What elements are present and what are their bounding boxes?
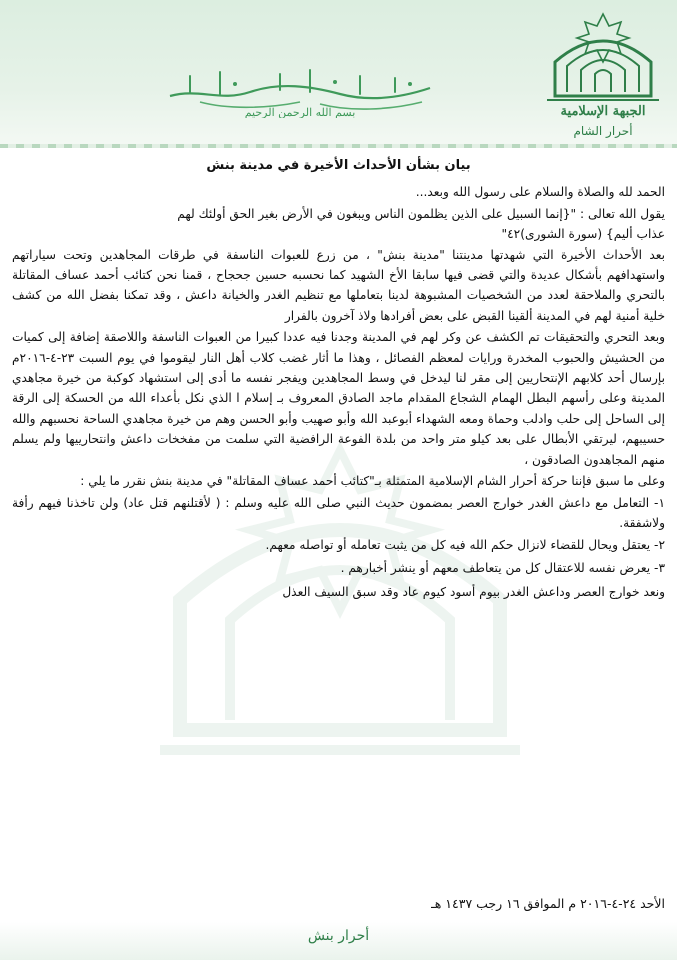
quran-verse: يقول الله تعالى : "{إنما السبيل على الذين يظلمون الناس ويبغون في الأرض بغير الحق أولئك لهم <box>177 206 665 221</box>
organization-logo <box>537 8 669 140</box>
paragraph-events: بعد الأحداث الأخيرة التي شهدتها مدينتنا "مدينة بنش" ، من زرع للعبوات الناسفة في طرقات المجاهدين وتحت سياراتهم واستهدافهم بأشكال عديدة والتي قضى فيها سابقا الأخ الشهيد كما نحسبه حسين جحجاح ، قمنا نحن كتائب أحمد عساف المقاتلة بالتحري والملاحقة لعدد من الشخصيات المشبوهة لدينا بتعاملها مع تنظيم الغدر والخيانة داعش ، وقد تمكنا بفضل الله من كشف خلية أمنية لهم في المدينة ألقينا القبض على بعض أفرادها ولاذ آخرون بالفرار <box>12 247 665 323</box>
logo-name: الجبهة الإسلامية <box>560 104 646 119</box>
basmala-text: بسم الله الرحمن الرحيم <box>244 106 356 118</box>
basmala-calligraphy <box>160 58 440 118</box>
decision-item: ٢- يعتقل ويحال للقضاء لانزال حكم الله فيه كل من يثبت تعامله أو تواصله معهم. <box>265 538 665 553</box>
paragraph-decision-intro: وعلى ما سبق فإننا حركة أحرار الشام الإسلامية المتمثلة بـ"كتائب أحمد عساف المقاتلة" في مدينة بنش نقرر ما يلي : <box>80 474 665 489</box>
statement-title: بيان بشأن الأحداث الأخيرة في مدينة بنش <box>206 158 471 173</box>
decision-item: ١- التعامل مع داعش الغدر خوارج العصر بمضمون حديث النبي صلى الله عليه وسلم : ( لأقتلنهم قتل عاد) ولن تاخذنا فيهم رأفة ولاشفقة. <box>12 495 665 530</box>
decision-list <box>12 493 665 579</box>
paragraph-investigation: وبعد التحري والتحقيقات تم الكشف عن وكر لهم في المدينة وجدنا فيه عددا كبيرا من العبوات الناسفة واللاصقة إضافة إلى كميات من الحشيش والحبوب المخدرة ورايات لمعظم الفصائل ، وهذا ما أثار غضب كلاب أهل النار ليقوموا في يوم السبت ٢٣-٤-٢٠١٦م بإرسال أحد كلابهم الإنتحاريين إلى مقر لنا ليدخل في وسط المجاهدين ويفجر نفسه ما أدى إلى استشهاد كوكبة من خيرة مجاهدي المدينة وعلى رأسهم البطل الهمام الشجاع المقدام ماجد الصادق المعروف بـ إسلام ا الذي نكل بأعداء الله من الحسكة إلى الرقة إلى الساحل إلى حلب وادلب وحماة ومعه الشهداء أبوعبد الله وأبو صهيب وأبو الحسن وهم من خيرة مجاهدي الساحة نحسبهم والله حسيبهم، ليرتقي الأبطال على بعد كيلو متر واحد من بلدة الفوعة الرافضية التي سلمت من مفخخات داعش وانتحارييها ولم يسلم منهم المجاهدون الصادقون ، <box>12 330 665 467</box>
statement-body <box>12 150 665 603</box>
signature: أحرار بنش <box>307 928 370 944</box>
opening-line: الحمد لله والصلاة والسلام على رسول الله وبعد... <box>415 185 665 200</box>
closing-line: ونعد خوارج العصر وداعش الغدر بيوم أسود كيوم عاد وقد سبق السيف العذل <box>282 585 665 600</box>
logo-subtitle: أحرار الشام <box>573 124 633 138</box>
quran-verse-end: عذاب أليم} (سورة الشورى)٤٢" <box>501 227 665 242</box>
decision-item: ٣- يعرض نفسه للاعتقال كل من يتعاطف معهم أو ينشر أخبارهم . <box>340 560 665 575</box>
statement-date: الأحد ٢٤-٤-٢٠١٦ م الموافق ١٦ رجب ١٤٣٧ هـ <box>431 896 665 911</box>
